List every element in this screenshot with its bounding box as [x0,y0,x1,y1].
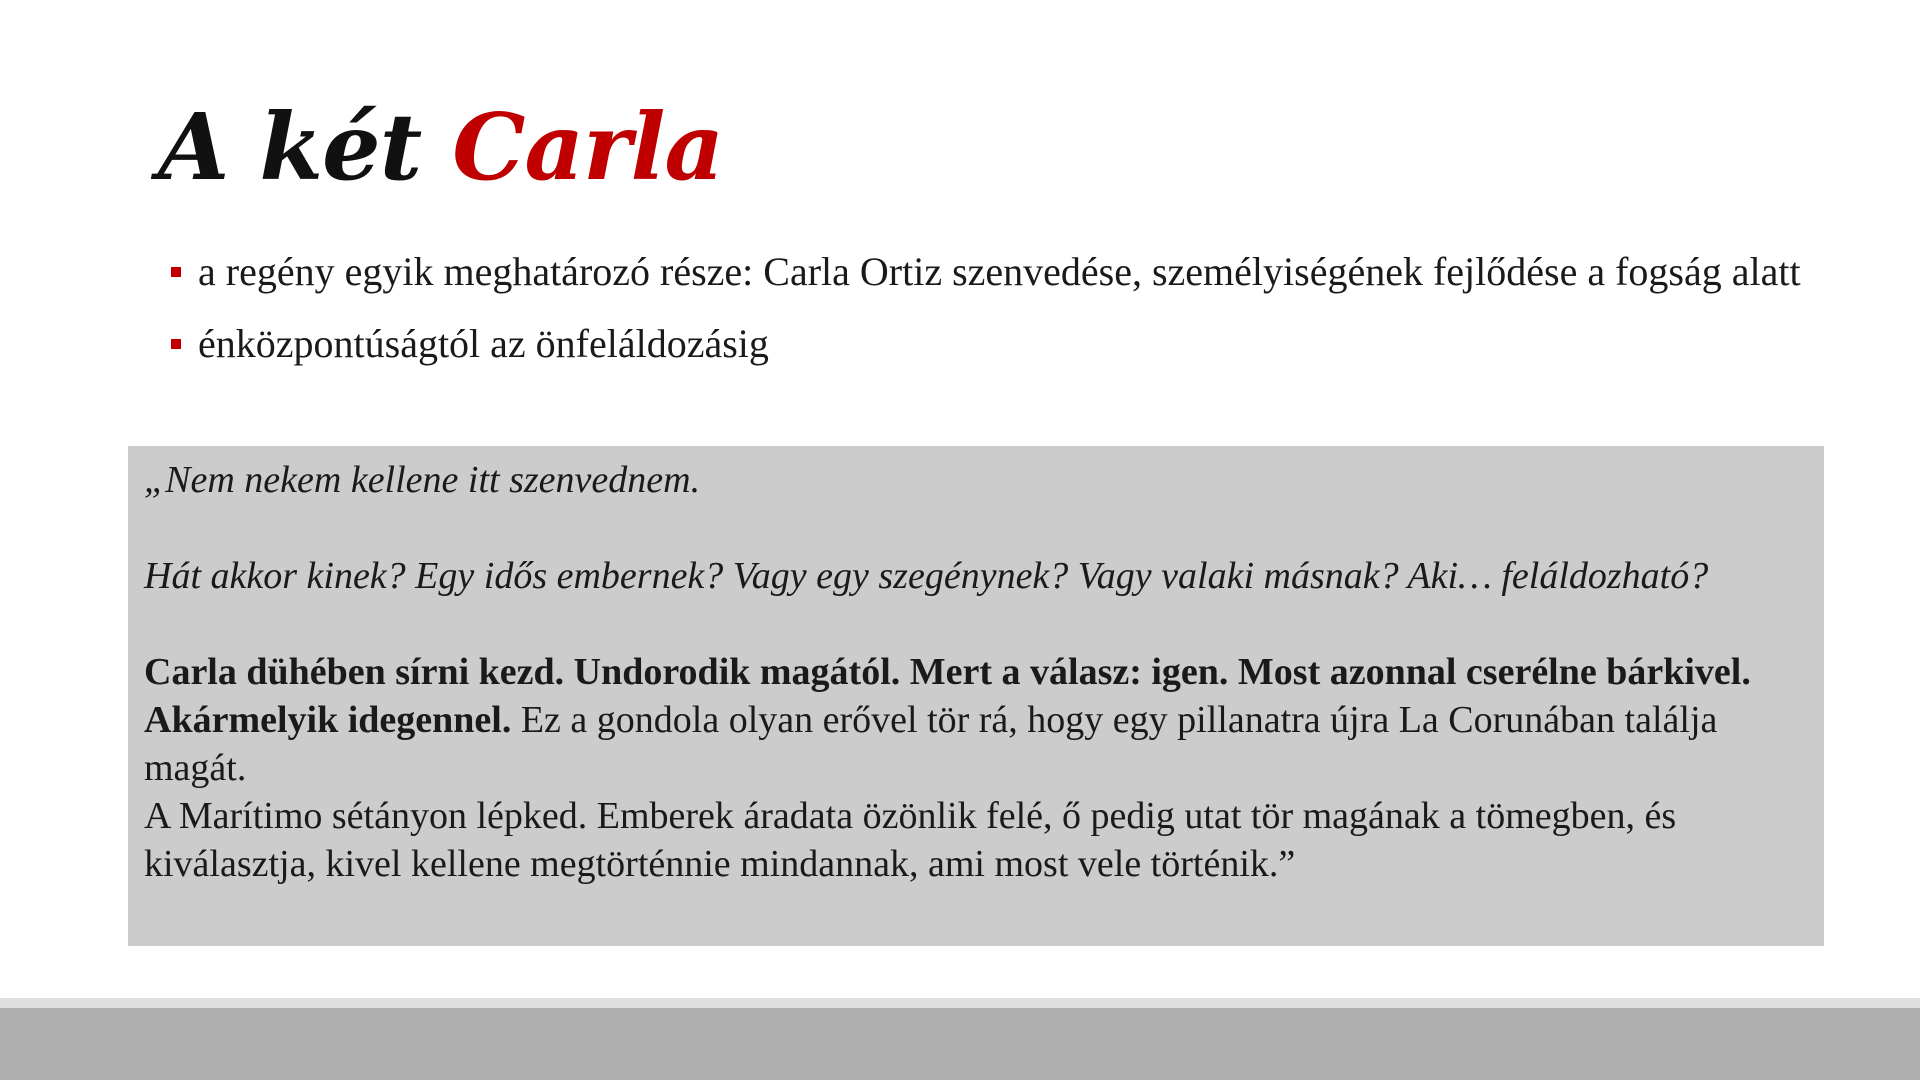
square-bullet-icon [171,267,181,277]
slide-title [158,92,723,202]
footer-band [0,1008,1920,1080]
quote-bold-text: Carla dühében sírni kezd. Undorodik magától. Mert a válasz: igen. Most azonnal cserélne bárkivel. Akármelyik idegennel. [144,651,1751,741]
title-part-1: A két [158,93,453,201]
quote-box [128,446,1824,946]
title-part-2-accent: Carla [452,93,724,201]
footer-divider [0,998,1920,1008]
quote-last-paragraph: A Marítimo sétányon lépked. Emberek áradata özönlik felé, ő pedig utat tör magának a tömegben, és kiválasztja, kivel kellene megtörténnie mindannak, ami most vele történik.” [144,795,1677,885]
quote-line-2: Hát akkor kinek? Egy idős embernek? Vagy egy szegénynek? Vagy valaki másnak? Aki… feláldozható? [144,555,1709,597]
quote-regular-text: Ez a gondola olyan erővel tör rá, hogy egy pillanatra újra La Corunában találja magát. [144,699,1718,789]
bullet-text: énközpontúságtól az önfeláldozásig [198,321,769,366]
quote-spacer [144,600,1808,648]
bullet-text: a regény egyik meghatározó része: Carla Ortiz szenvedése, személyiségének fejlődése a fogság alatt [198,249,1801,294]
bullet-item [170,322,1820,366]
quote-paragraph [144,648,1808,792]
quote-spacer [144,504,1808,552]
bullet-item [170,250,1820,294]
bullet-list [170,250,1820,394]
square-bullet-icon [171,339,181,349]
quote-line-1: „Nem nekem kellene itt szenvednem. [144,459,701,501]
